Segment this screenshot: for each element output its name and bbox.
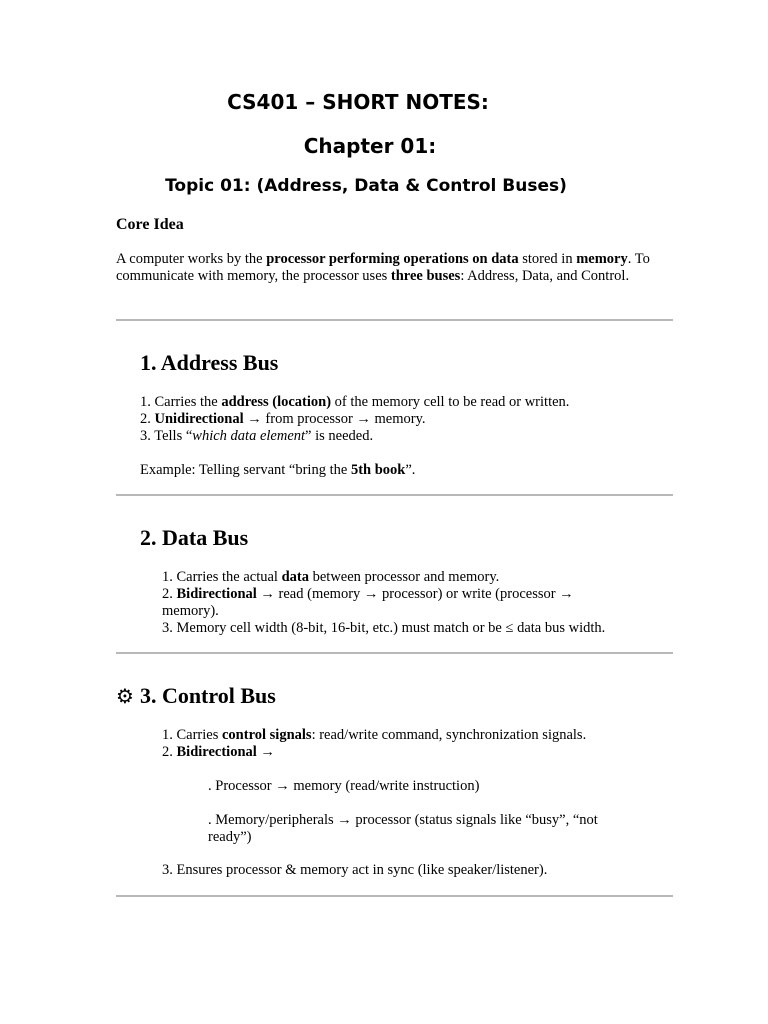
list-item: 3. Memory cell width (8-bit, 16-bit, etc.) must match or be ≤ data bus width. [162, 620, 606, 636]
list-item: 2. Unidirectional → from processor → memory. [140, 411, 426, 427]
control-bus-sublist [208, 778, 638, 846]
core-idea-heading: Core Idea [116, 216, 184, 233]
list-item: 3. Ensures processor & memory act in sync (like speaker/listener). [162, 862, 548, 878]
chapter-title: Chapter 01: [303, 134, 437, 158]
address-bus-list [140, 394, 569, 479]
control-bus-heading: ⚙ 3. Control Bus [116, 683, 276, 708]
data-bus-heading: 2. Data Bus [140, 525, 249, 550]
list-item: 1. Carries control signals: read/write command, synchronization signals. [162, 727, 587, 743]
address-bus-heading: 1. Address Bus [140, 350, 279, 375]
data-bus-list [162, 569, 632, 637]
section-divider [116, 494, 673, 496]
section-divider [116, 895, 673, 897]
sub-list-item: . Memory/peripherals → processor (status signals like “busy”, “not ready”) [208, 812, 598, 845]
document-title: CS401 – SHORT NOTES: [227, 90, 489, 114]
gear-icon: ⚙ [116, 684, 134, 708]
topic-title: Topic 01: (Address, Data & Control Buses) [165, 176, 567, 196]
example-line: Example: Telling servant “bring the 5th book”. [140, 462, 416, 478]
sub-list-item: . Processor → memory (read/write instruction) [208, 778, 480, 794]
control-bus-list-end [162, 862, 547, 879]
control-bus-list [162, 727, 586, 761]
section-divider [116, 652, 673, 654]
list-item: 3. Tells “which data element” is needed. [140, 428, 374, 444]
list-item: 1. Carries the actual data between processor and memory. [162, 569, 500, 585]
core-idea-paragraph: A computer works by the processor performing operations on data stored in memory. To communicate with memory, the processor uses three buses: Address, Data, and Control. [116, 251, 650, 284]
section-divider [116, 319, 673, 321]
list-item: 2. Bidirectional → read (memory → processor) or write (processor → memory). [162, 586, 574, 619]
list-item: 2. Bidirectional → [162, 744, 275, 760]
list-item: 1. Carries the address (location) of the memory cell to be read or written. [140, 394, 570, 410]
